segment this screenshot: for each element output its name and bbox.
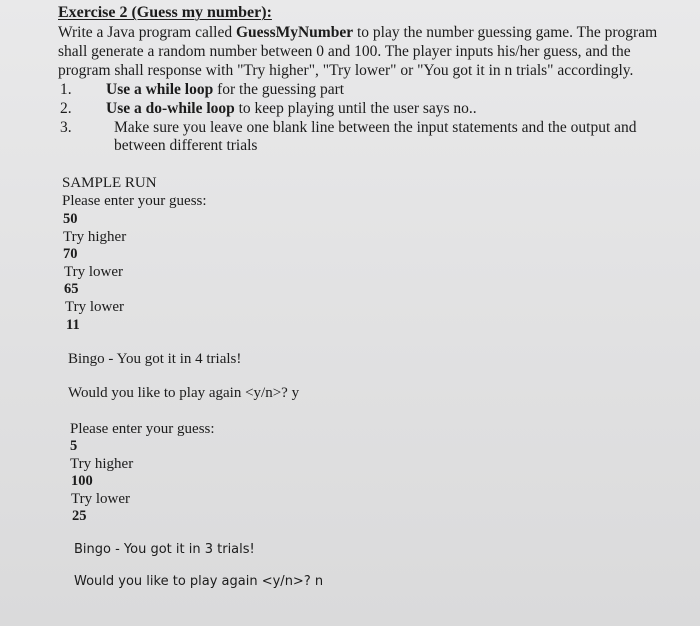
- guess-response: Try lower: [64, 264, 124, 280]
- guess-input: 65: [64, 281, 79, 297]
- guess-input: 50: [63, 211, 78, 227]
- guess-prompt: Please enter your guess:: [62, 193, 207, 209]
- guess-input: 11: [66, 317, 80, 333]
- item-number-3: 3.: [60, 119, 72, 136]
- item-1: Use a while loop for the guessing part: [106, 81, 345, 98]
- sample-run-heading: SAMPLE RUN: [62, 175, 157, 191]
- guess-input: 5: [70, 438, 78, 454]
- play-again-prompt: Would you like to play again <y/n>? y: [68, 385, 300, 401]
- guess-response: Try higher: [63, 229, 127, 245]
- intro-line-2: shall generate a random number between 0 and 100. The player inputs his/her guess, and the: [58, 43, 631, 60]
- guess-response: Try higher: [70, 456, 134, 472]
- exercise-title: Exercise 2 (Guess my number):: [58, 4, 272, 21]
- intro-line-3: program shall response with "Try higher", "Try lower" or "You got it in n trials" accordingly.: [58, 62, 634, 79]
- play-again-prompt: Would you like to play again <y/n>? n: [74, 574, 324, 589]
- guess-input: 100: [71, 473, 93, 489]
- guess-response: Try lower: [71, 491, 131, 507]
- bingo-message: Bingo - You got it in 4 trials!: [68, 351, 242, 367]
- guess-input: 70: [63, 246, 78, 262]
- guess-prompt: Please enter your guess:: [70, 421, 215, 437]
- item-number-2: 2.: [60, 100, 72, 117]
- item-number-1: 1.: [60, 81, 72, 98]
- item-3-line-2: between different trials: [114, 137, 258, 154]
- intro-line-1: Write a Java program called GuessMyNumber to play the number guessing game. The program: [58, 24, 658, 41]
- item-2: Use a do-while loop to keep playing until the user says no..: [106, 100, 477, 117]
- item-3-line-1: Make sure you leave one blank line between the input statements and the output and: [114, 119, 637, 136]
- bingo-message: Bingo - You got it in 3 trials!: [74, 542, 255, 557]
- program-name: GuessMyNumber: [235, 24, 354, 41]
- guess-input: 25: [72, 508, 87, 524]
- guess-response: Try lower: [65, 299, 125, 315]
